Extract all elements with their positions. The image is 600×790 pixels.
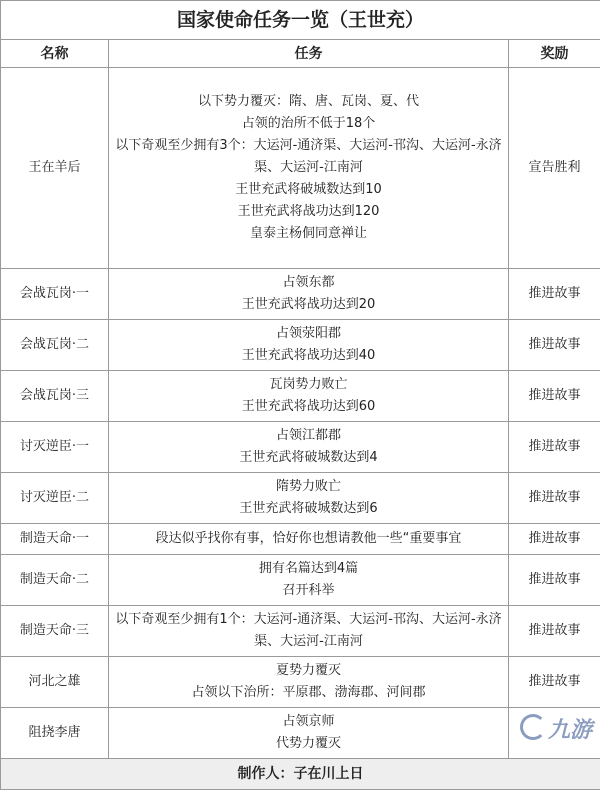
task-line: 皇泰主杨侗同意禅让 (113, 223, 504, 245)
footer-credit: 制作人：子在川上日 (1, 759, 600, 790)
table-row (1, 473, 600, 524)
task-line: 以下势力覆灭：隋、唐、瓦岗、夏、代 (113, 91, 504, 113)
row-reward: 推进故事 (509, 320, 600, 371)
task-line: 夏势力覆灭 (113, 660, 504, 682)
row-reward: 推进故事 (509, 524, 600, 555)
row-tasks (109, 269, 509, 320)
row-reward: 推进故事 (509, 555, 600, 606)
row-reward: 推进故事 (509, 422, 600, 473)
task-line: 占领的治所不低于18个 (113, 113, 504, 135)
row-name: 王在羊后 (1, 68, 109, 269)
row-reward: 推进故事 (509, 473, 600, 524)
table-row (1, 524, 600, 555)
task-line: 占领京师 (113, 711, 504, 733)
task-line: 王世充武将破城数达到6 (113, 498, 504, 520)
table-row (1, 68, 600, 269)
page-title: 国家使命任务一览（王世充） (1, 1, 600, 40)
task-line: 王世充武将破城数达到10 (113, 179, 504, 201)
table-row (1, 555, 600, 606)
row-name: 阻挠李唐 (1, 708, 109, 759)
row-tasks (109, 371, 509, 422)
column-header-reward: 奖励 (509, 40, 600, 68)
row-tasks (109, 657, 509, 708)
table-row (1, 657, 600, 708)
row-tasks (109, 708, 509, 759)
row-reward: 推进故事 (509, 371, 600, 422)
column-header-name: 名称 (1, 40, 109, 68)
task-line: 占领荥阳郡 (113, 323, 504, 345)
row-name: 制造天命·三 (1, 606, 109, 657)
task-line: 隋势力败亡 (113, 476, 504, 498)
row-name: 会战瓦岗·三 (1, 371, 109, 422)
row-tasks (109, 68, 509, 269)
task-line: 占领江都郡 (113, 425, 504, 447)
task-line: 瓦岗势力败亡 (113, 374, 504, 396)
row-tasks (109, 524, 509, 555)
row-tasks (109, 555, 509, 606)
task-line: 以下奇观至少拥有1个：大运河-通济渠、大运河-邗沟、大运河-永济渠、大运河-江南河 (113, 609, 504, 653)
task-line: 召开科举 (113, 580, 504, 602)
row-name: 讨灭逆臣·一 (1, 422, 109, 473)
row-name: 讨灭逆臣·二 (1, 473, 109, 524)
row-tasks (109, 606, 509, 657)
task-line: 王世充武将战功达到20 (113, 294, 504, 316)
table-row (1, 320, 600, 371)
row-name: 制造天命·二 (1, 555, 109, 606)
row-tasks (109, 473, 509, 524)
watermark-text: 九游 (548, 718, 592, 743)
row-reward: 推进故事 (509, 606, 600, 657)
task-line: 王世充武将战功达到120 (113, 201, 504, 223)
table-row (1, 371, 600, 422)
task-line: 占领以下治所：平原郡、渤海郡、河间郡 (113, 682, 504, 704)
row-name: 会战瓦岗·二 (1, 320, 109, 371)
table-row (1, 708, 600, 759)
column-header-task: 任务 (109, 40, 509, 68)
row-name: 河北之雄 (1, 657, 109, 708)
task-line: 段达似乎找你有事，恰好你也想请教他一些“重要事宜 (113, 528, 504, 550)
task-line: 拥有名篇达到4篇 (113, 558, 504, 580)
task-line: 代势力覆灭 (113, 733, 504, 755)
row-reward: 推进故事 (509, 657, 600, 708)
row-name: 制造天命·一 (1, 524, 109, 555)
task-line: 王世充武将战功达到60 (113, 396, 504, 418)
row-tasks (109, 422, 509, 473)
table-row (1, 269, 600, 320)
table-row (1, 606, 600, 657)
table-row (1, 422, 600, 473)
row-tasks (109, 320, 509, 371)
task-line: 占领东都 (113, 272, 504, 294)
row-reward: 推进故事 (509, 269, 600, 320)
task-line: 王世充武将战功达到40 (113, 345, 504, 367)
row-name: 会战瓦岗·一 (1, 269, 109, 320)
task-line: 以下奇观至少拥有3个：大运河-通济渠、大运河-邗沟、大运河-永济渠、大运河-江南河 (113, 135, 504, 179)
row-reward: 宣告胜利 (509, 68, 600, 269)
task-line: 王世充武将破城数达到4 (113, 447, 504, 469)
row-reward (509, 708, 600, 759)
